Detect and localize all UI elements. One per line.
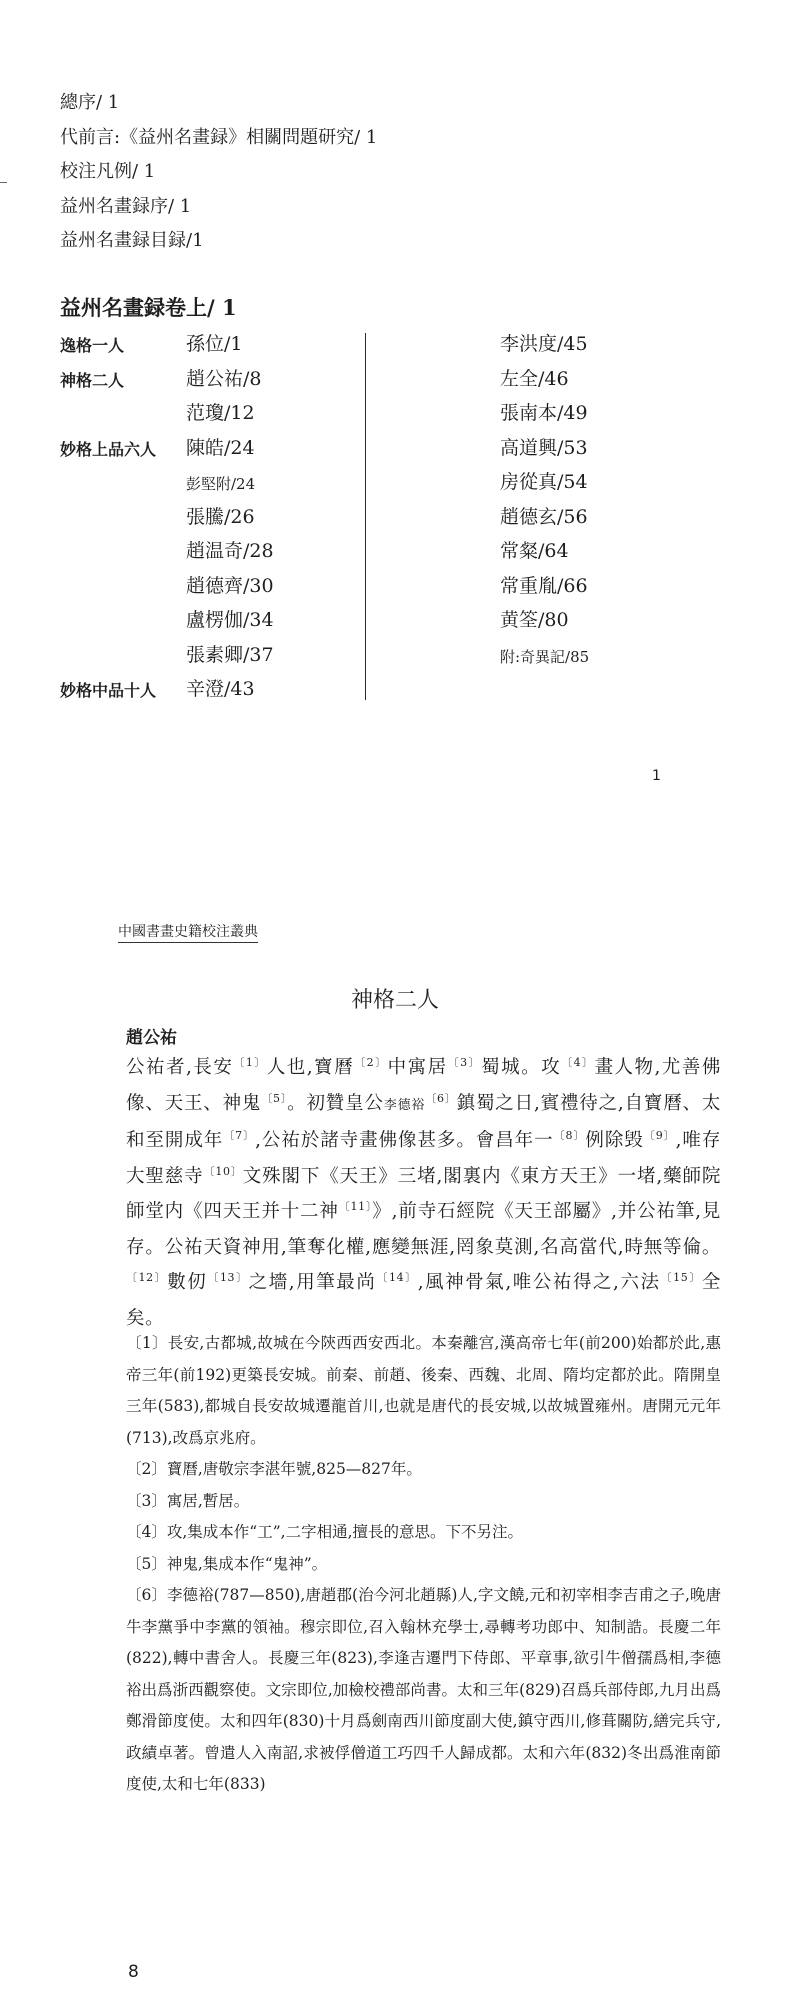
front-matter-item: 益州名畫録序/ 1: [60, 195, 192, 217]
contents-page: [0, 0, 790, 800]
note-text: 〔4〕攻,集成本作“工”,二字相通,擅長的意思。下不另注。: [126, 1523, 523, 1541]
toc-grade-label: 神格二人: [60, 370, 125, 390]
note-marker: 〔5〕: [261, 1091, 288, 1105]
toc-painter-entry: 趙德玄/56: [500, 505, 588, 528]
toc-painter-entry: 趙公祐/8: [186, 367, 262, 390]
note-text: 〔1〕長安,古都城,故城在今陝西西安西北。本秦離宫,漢高帝七年(前200)始都於此,惠帝三年(前192)更築長安城。前秦、前趙、後秦、西魏、北周、隋均定都於此。隋開皇三年(583),都城自長安故城遷龍首川,也就是唐代的長安城,以故城置雍州。唐開元元年(713),改爲京兆府。: [126, 1334, 721, 1447]
text-segment: 全矣。: [126, 1272, 721, 1329]
toc-painter-entry: 常粲/64: [500, 540, 569, 562]
toc-painter-entry: 趙温奇/28: [186, 540, 274, 562]
front-matter-item: 代前言:《益州名畫録》相關問題研究/ 1: [60, 126, 378, 148]
text-segment: 例除毁: [585, 1130, 644, 1151]
text-segment: 中寓居: [387, 1057, 448, 1078]
note-item: [126, 1517, 721, 1549]
text-segment: 蜀城。攻: [481, 1057, 562, 1078]
toc-painter-entry: 辛澄/43: [186, 678, 255, 700]
front-matter-item: 益州名畫録目録/1: [60, 230, 204, 251]
volume-title: 益州名畫録卷上/ 1: [60, 295, 237, 320]
text-segment: 》,前寺石經院《天王部屬》,并公祐筆,見存。公祐天資神用,筆奪化權,應變無涯,罔象莫測,名高當代,時無等倫。: [126, 1201, 721, 1258]
toc-painter-entry: 張騰/26: [186, 505, 255, 528]
note-item: [126, 1580, 721, 1801]
note-item: [126, 1486, 721, 1518]
toc-grade-label: 妙格中品十人: [60, 681, 157, 700]
notes-list: [126, 1328, 721, 1801]
text-segment: 公祐者,長安: [126, 1057, 234, 1078]
note-marker: 〔2〕: [354, 1056, 388, 1069]
note-marker: 〔15〕: [660, 1271, 702, 1284]
toc-painter-entry: 高道興/53: [500, 436, 588, 459]
toc-painter-entry: 范瓊/12: [186, 402, 255, 424]
toc-painter-entry: 常重胤/66: [500, 574, 588, 597]
toc-painter-entry: 李洪度/45: [500, 333, 588, 355]
entry-name: 趙公祐: [126, 1028, 177, 1048]
toc-painter-entry: 附:奇異記/85: [500, 647, 590, 666]
toc-painter-entry: 張南本/49: [500, 402, 588, 424]
text-segment: 之墻,用筆最尚: [248, 1272, 377, 1293]
toc-painter-entry: 孫位/1: [186, 333, 243, 355]
toc-painter-entry: 盧楞伽/34: [186, 609, 274, 631]
note-marker: 〔1〕: [233, 1056, 267, 1069]
toc-painter-entry: 左全/46: [500, 367, 569, 390]
toc-painter-entry: 陳皓/24: [186, 436, 255, 459]
note-marker: 〔13〕: [207, 1271, 249, 1284]
front-matter-item: 總序/ 1: [60, 92, 120, 113]
note-marker: 〔6〕: [425, 1091, 457, 1105]
note-text: 〔3〕寓居,暫居。: [126, 1491, 250, 1510]
note-text: 〔2〕寶曆,唐敬宗李湛年號,825—827年。: [126, 1460, 422, 1478]
text-segment: 畫人物,尤善佛像、天王、神鬼: [126, 1057, 721, 1114]
note-marker: 〔10〕: [203, 1164, 243, 1178]
toc-painter-entry: 張素卿/37: [186, 643, 274, 666]
note-item: [126, 1328, 721, 1454]
front-matter-list: [60, 86, 377, 259]
toc-painter-entry: 彭堅附/24: [186, 475, 256, 493]
note-text: 〔6〕李德裕(787—850),唐趙郡(治今河北趙縣)人,字文饒,元和初宰相李吉甫之子,晚唐牛李黨爭中李黨的領袖。穆宗即位,召入翰林充學士,尋轉考功郎中、知制誥。長慶二年(822),轉中書舍人。長慶三年(823),李逢吉遷門下侍郎、平章事,欲引牛僧孺爲相,李德裕出爲浙西觀察使。文宗即位,加檢校禮部尚書。太和三年(829)召爲兵部侍郎,九月出爲鄭滑節度使。太和四年(830)十月爲劍南西川節度副大使,鎮守西川,修葺關防,繕完兵守,政績卓著。曾遣人入南詔,求被俘僧道工巧四千人歸成都。太和六年(832)冬出爲淮南節度使,太和七年(833): [126, 1586, 721, 1793]
note-marker: 〔9〕: [643, 1129, 676, 1142]
text-segment: ,唯存大聖慈寺: [126, 1130, 721, 1187]
inline-annotation: 李德裕: [383, 1097, 426, 1113]
note-marker: 〔11〕: [338, 1200, 373, 1213]
text-segment: ,公祐於諸寺畫佛像甚多。會昌年一: [255, 1130, 554, 1151]
toc-painter-entry: 房從真/54: [500, 471, 588, 493]
toc-painter-entry: 黄筌/80: [500, 609, 569, 631]
note-marker: 〔4〕: [561, 1056, 595, 1069]
text-segment: 文殊閣下《天王》三堵,閣裏内《東方天王》一堵,藥師院師堂内《四天王并十二神: [126, 1165, 721, 1222]
text-segment: ,風神骨氣,唯公祐得之,六法: [417, 1272, 661, 1293]
note-item: [126, 1549, 721, 1581]
series-header: 中國書畫史籍校注叢典: [118, 921, 258, 943]
text-segment: 數仞: [167, 1272, 208, 1293]
note-marker: 〔7〕: [223, 1129, 256, 1142]
note-marker: 〔12〕: [126, 1271, 168, 1284]
toc-grade-label: 妙格上品六人: [60, 439, 157, 459]
text-segment: 人也,寶曆: [266, 1057, 355, 1078]
page-number: 1: [652, 768, 661, 784]
text-segment: 鎮蜀之日,賓禮待之,自寶曆、太和至開成年: [126, 1092, 721, 1151]
toc-grade-label: 逸格一人: [60, 336, 125, 355]
toc-column-divider: [365, 333, 366, 700]
text-segment: 。初贊皇公: [287, 1092, 384, 1114]
main-text: [126, 1050, 721, 1336]
note-marker: 〔8〕: [553, 1129, 586, 1142]
note-text: 〔5〕神鬼,集成本作“鬼神”。: [126, 1554, 328, 1573]
page-number: 8: [128, 1962, 139, 1982]
toc-painter-entry: 趙德齊/30: [186, 574, 274, 597]
note-marker: 〔14〕: [376, 1271, 418, 1284]
note-item: [126, 1454, 721, 1486]
note-marker: 〔3〕: [447, 1056, 482, 1069]
section-heading: 神格二人: [350, 988, 439, 1013]
front-matter-item: 校注凡例/ 1: [60, 161, 156, 182]
